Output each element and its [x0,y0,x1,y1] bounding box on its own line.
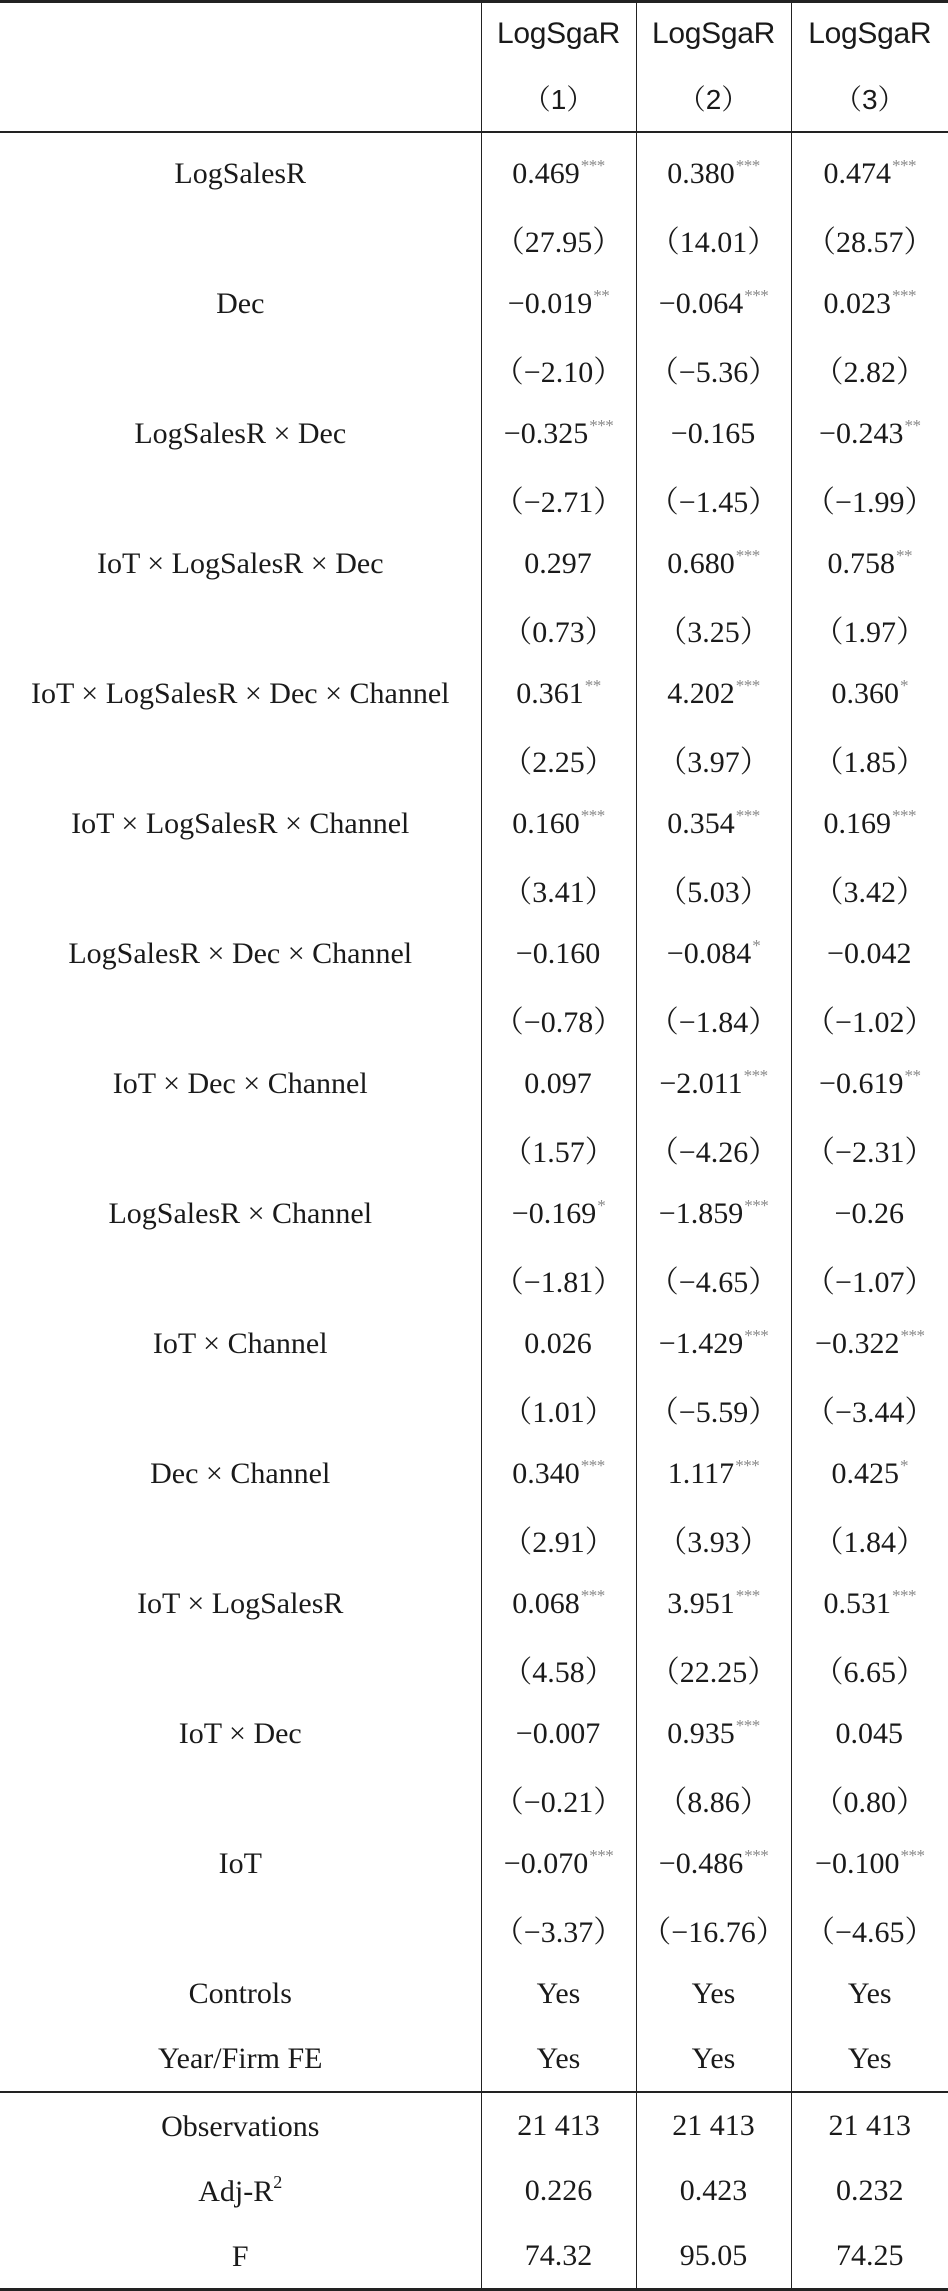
statistic-value: 0.423 [636,2158,791,2223]
coefficient-value: −1.429 [658,1327,744,1360]
t-statistic-cell: （−2.10） [481,336,636,401]
table-row-t-statistic [0,1506,948,1571]
coefficient-value: −0.165 [670,417,756,450]
t-statistic-cell: （−1.84） [636,986,791,1051]
coefficient-value: 0.354 [667,807,735,840]
coefficient-cell [636,1701,791,1766]
empty-label-cell [0,986,481,1051]
coefficient-cell [791,921,948,986]
coefficient-cell [791,132,948,206]
table-row-t-statistic [0,1116,948,1181]
table-row-coefficient [0,921,948,986]
coefficient-value: 0.160 [512,807,580,840]
coefficient-cell [791,1441,948,1506]
coefficient-value: −0.084 [666,937,752,970]
coefficient-value: 0.425 [831,1457,899,1490]
coefficient-value: 0.026 [524,1327,592,1360]
model-number-2: （2） [636,65,791,132]
table-row-t-statistic [0,1376,948,1441]
coefficient-value: 0.680 [667,547,735,580]
fe-value: Yes [636,2026,791,2092]
significance-stars: *** [735,1716,760,1735]
table-row-coefficient [0,271,948,336]
significance-stars: * [752,936,761,955]
t-statistic-cell: （1.57） [481,1116,636,1181]
coefficient-value: 0.360 [831,677,899,710]
significance-stars: ** [904,416,921,435]
significance-stars: *** [892,286,916,305]
table-row-t-statistic [0,726,948,791]
t-statistic-cell: （−1.07） [791,1246,948,1311]
t-statistic-cell: （2.91） [481,1506,636,1571]
t-statistic-cell: （3.41） [481,856,636,921]
t-statistic-cell: （1.97） [791,596,948,661]
empty-label-cell [0,726,481,791]
coefficient-cell [791,271,948,336]
coefficient-cell [791,1181,948,1246]
table-row-t-statistic [0,1636,948,1701]
header-row-dependent-variable [0,2,948,66]
significance-stars: *** [735,156,760,175]
coefficient-value: 0.531 [823,1587,891,1620]
coefficient-value: 0.758 [827,547,895,580]
significance-stars: ** [896,546,912,565]
empty-label-cell [0,1116,481,1181]
t-statistic-cell: （1.85） [791,726,948,791]
coefficient-cell [481,1571,636,1636]
table-row-coefficient [0,661,948,726]
coefficient-cell [636,132,791,206]
significance-stars: * [900,1456,908,1475]
column-header-2: LogSgaR [636,2,791,66]
t-statistic-cell: （5.03） [636,856,791,921]
table-row-coefficient [0,1441,948,1506]
coefficient-cell [791,1051,948,1116]
table-row-t-statistic [0,986,948,1051]
statistic-value: 21 413 [791,2092,948,2158]
table-row-coefficient [0,1571,948,1636]
coefficient-value: −0.169 [511,1197,597,1230]
coefficient-value: 0.097 [524,1067,592,1100]
t-statistic-cell: （−1.81） [481,1246,636,1311]
coefficient-cell [791,791,948,856]
t-statistic-cell: （2.25） [481,726,636,791]
t-statistic-cell: （1.01） [481,1376,636,1441]
table-body [0,132,948,2290]
coefficient-value: 0.297 [524,547,592,580]
t-statistic-cell: （−1.99） [791,466,948,531]
t-statistic-cell: （0.80） [791,1766,948,1831]
significance-stars: ** [904,1066,921,1085]
t-statistic-cell: （4.58） [481,1636,636,1701]
empty-label-cell [0,206,481,271]
coefficient-cell [636,1441,791,1506]
t-statistic-cell: （−2.31） [791,1116,948,1181]
t-statistic-cell: （6.65） [791,1636,948,1701]
t-statistic-cell: （3.97） [636,726,791,791]
t-statistic-cell: （0.73） [481,596,636,661]
significance-stars: ** [593,286,610,305]
coefficient-value: 0.045 [835,1717,903,1750]
coefficient-value: 0.935 [667,1717,735,1750]
header-corner-cell [0,65,481,132]
row-label: LogSalesR × Channel [108,1196,373,1230]
empty-label-cell [0,1376,481,1441]
statistic-value: 0.226 [481,2158,636,2223]
table-row-t-statistic [0,206,948,271]
significance-stars: ** [584,676,601,695]
coefficient-cell [481,1831,636,1896]
significance-stars: *** [735,806,760,825]
statistic-value: 21 413 [481,2092,636,2158]
coefficient-cell [791,531,948,596]
significance-stars: *** [580,1586,605,1605]
coefficient-value: −1.859 [658,1197,744,1230]
t-statistic-cell: （28.57） [791,206,948,271]
empty-label-cell [0,856,481,921]
coefficient-cell [481,1051,636,1116]
statistic-value: 95.05 [636,2223,791,2290]
coefficient-value: 0.068 [512,1587,580,1620]
coefficient-cell [791,1701,948,1766]
coefficient-value: 0.469 [512,157,580,190]
empty-label-cell [0,1896,481,1961]
header-row-model-number [0,65,948,132]
table-row-coefficient [0,1311,948,1376]
t-statistic-cell: （14.01） [636,206,791,271]
coefficient-cell [481,1311,636,1376]
coefficient-cell [636,271,791,336]
controls-value: Yes [481,1961,636,2026]
coefficient-cell [481,921,636,986]
coefficient-cell [636,661,791,726]
coefficient-value: 4.202 [667,677,735,710]
table-row-t-statistic [0,1766,948,1831]
coefficient-value: −0.486 [658,1847,744,1880]
statistic-label-cell [0,2092,481,2158]
empty-label-cell [0,1766,481,1831]
t-statistic-cell: （−5.59） [636,1376,791,1441]
coefficient-cell [481,1181,636,1246]
coefficient-cell [636,531,791,596]
t-statistic-cell: （−4.26） [636,1116,791,1181]
coefficient-cell [791,401,948,466]
coefficient-value: −2.011 [659,1067,743,1100]
table-row-t-statistic [0,336,948,401]
coefficient-value: −0.243 [819,417,904,450]
row-label: LogSalesR × Dec [134,416,347,450]
model-number-1: （1） [481,65,636,132]
empty-label-cell [0,1246,481,1311]
controls-value: Yes [791,1961,948,2026]
controls-label: Controls [188,1976,292,2010]
empty-label-cell [0,1506,481,1571]
coefficient-cell [791,1311,948,1376]
t-statistic-cell: （−4.65） [791,1896,948,1961]
column-header-1: LogSgaR [481,2,636,66]
table-row-coefficient [0,1181,948,1246]
coefficient-value: −0.070 [503,1847,589,1880]
coefficient-cell [791,1831,948,1896]
coefficient-cell [481,791,636,856]
t-statistic-cell: （−1.02） [791,986,948,1051]
significance-stars: *** [900,1326,925,1345]
statistic-label: F [231,2240,249,2273]
table-row-coefficient [0,401,948,466]
coefficient-cell [636,791,791,856]
significance-stars: *** [892,1586,916,1605]
t-statistic-cell: （−4.65） [636,1246,791,1311]
t-statistic-cell: （27.95） [481,206,636,271]
table-row-t-statistic [0,856,948,921]
t-statistic-cell: （−0.21） [481,1766,636,1831]
fe-value: Yes [791,2026,948,2092]
table-row-t-statistic [0,466,948,531]
coefficient-value: 0.361 [516,677,584,710]
coefficient-value: −0.042 [827,937,912,970]
t-statistic-cell: （1.84） [791,1506,948,1571]
coefficient-cell [636,921,791,986]
coefficient-value: 0.023 [823,287,891,320]
empty-label-cell [0,336,481,401]
fe-label: Year/Firm FE [158,2041,323,2075]
significance-stars: * [900,676,908,695]
statistic-label-cell [0,2223,481,2290]
coefficient-cell [636,1181,791,1246]
table-row-fe [0,2026,948,2092]
significance-stars: *** [744,1196,769,1215]
statistic-label-superscript: 2 [273,2172,283,2192]
coefficient-cell [791,1571,948,1636]
coefficient-cell [481,132,636,206]
coefficient-cell [481,271,636,336]
t-statistic-cell: （−16.76） [636,1896,791,1961]
model-number-3: （3） [791,65,948,132]
coefficient-cell [636,1831,791,1896]
table-row-coefficient [0,1051,948,1116]
table-row-statistic [0,2158,948,2223]
table-row-statistic [0,2092,948,2158]
coefficient-cell [481,1701,636,1766]
t-statistic-cell: （−0.78） [481,986,636,1051]
significance-stars: *** [743,1066,768,1085]
coefficient-value: 0.380 [667,157,735,190]
coefficient-cell [791,661,948,726]
significance-stars: *** [589,1846,614,1865]
table-row-t-statistic [0,1246,948,1311]
t-statistic-cell: （−2.71） [481,466,636,531]
coefficient-value: 3.951 [667,1587,735,1620]
table-row-coefficient [0,1831,948,1896]
statistic-value: 74.32 [481,2223,636,2290]
significance-stars: *** [735,1456,760,1475]
t-statistic-cell: （−3.37） [481,1896,636,1961]
empty-label-cell [0,596,481,661]
coefficient-value: 0.474 [823,157,891,190]
coefficient-value: 1.117 [667,1457,735,1490]
row-label: IoT × LogSalesR × Dec × Channel [31,676,450,710]
empty-label-cell [0,466,481,531]
row-label: IoT × Channel [152,1326,328,1360]
statistic-value: 0.232 [791,2158,948,2223]
significance-stars: *** [735,676,760,695]
t-statistic-cell: （22.25） [636,1636,791,1701]
row-label: Dec [216,286,265,320]
row-label: IoT × LogSalesR × Dec [96,546,384,580]
coefficient-cell [481,401,636,466]
header-corner-cell [0,2,481,66]
table-row-coefficient [0,531,948,596]
coefficient-cell [481,661,636,726]
row-label: IoT × LogSalesR [137,1586,344,1620]
coefficient-value: −0.325 [503,417,589,450]
coefficient-cell [636,1311,791,1376]
significance-stars: *** [744,1846,769,1865]
coefficient-value: −0.26 [834,1197,904,1230]
significance-stars: *** [744,1326,769,1345]
t-statistic-cell: （8.86） [636,1766,791,1831]
coefficient-value: −0.160 [515,937,601,970]
coefficient-value: −0.100 [815,1847,900,1880]
empty-label-cell [0,1636,481,1701]
significance-stars: *** [892,156,916,175]
coefficient-value: 0.340 [512,1457,580,1490]
controls-value: Yes [636,1961,791,2026]
coefficient-cell [636,1051,791,1116]
table-row-coefficient [0,132,948,206]
significance-stars: *** [744,286,769,305]
row-label: IoT × LogSalesR × Channel [71,806,410,840]
significance-stars: *** [580,156,605,175]
fe-value: Yes [481,2026,636,2092]
significance-stars: *** [589,416,614,435]
t-statistic-cell: （−3.44） [791,1376,948,1441]
coefficient-value: −0.007 [515,1717,601,1750]
row-label: IoT [218,1846,262,1880]
row-label: IoT × Dec × Channel [112,1066,368,1100]
row-label: LogSalesR × Dec × Channel [68,936,413,970]
statistic-value: 74.25 [791,2223,948,2290]
table-row-controls [0,1961,948,2026]
table-row-coefficient [0,791,948,856]
row-label: LogSalesR [174,156,307,190]
table-row-t-statistic [0,1896,948,1961]
t-statistic-cell: （3.42） [791,856,948,921]
t-statistic-cell: （3.93） [636,1506,791,1571]
statistic-label: Observations [161,2110,320,2143]
significance-stars: *** [580,806,605,825]
statistic-label-cell [0,2158,481,2223]
significance-stars: *** [900,1846,925,1865]
t-statistic-cell: （−5.36） [636,336,791,401]
t-statistic-cell: （−1.45） [636,466,791,531]
coefficient-value: −0.064 [658,287,744,320]
significance-stars: *** [735,1586,760,1605]
table-row-t-statistic [0,596,948,661]
table-row-statistic [0,2223,948,2290]
coefficient-cell [636,1571,791,1636]
coefficient-cell [481,531,636,596]
coefficient-value: −0.322 [815,1327,900,1360]
coefficient-value: −0.619 [819,1067,904,1100]
significance-stars: *** [735,546,760,565]
row-label: IoT × Dec [178,1716,302,1750]
statistic-value: 21 413 [636,2092,791,2158]
statistic-label: Adj-R [198,2175,274,2208]
coefficient-value: −0.019 [507,287,593,320]
table-row-coefficient [0,1701,948,1766]
coefficient-cell [481,1441,636,1506]
significance-stars: * [597,1196,606,1215]
significance-stars: *** [580,1456,605,1475]
significance-stars: *** [892,806,916,825]
t-statistic-cell: （2.82） [791,336,948,401]
row-label: Dec × Channel [150,1456,331,1490]
column-header-3: LogSgaR [791,2,948,66]
t-statistic-cell: （3.25） [636,596,791,661]
coefficient-cell [636,401,791,466]
coefficient-value: 0.169 [823,807,891,840]
